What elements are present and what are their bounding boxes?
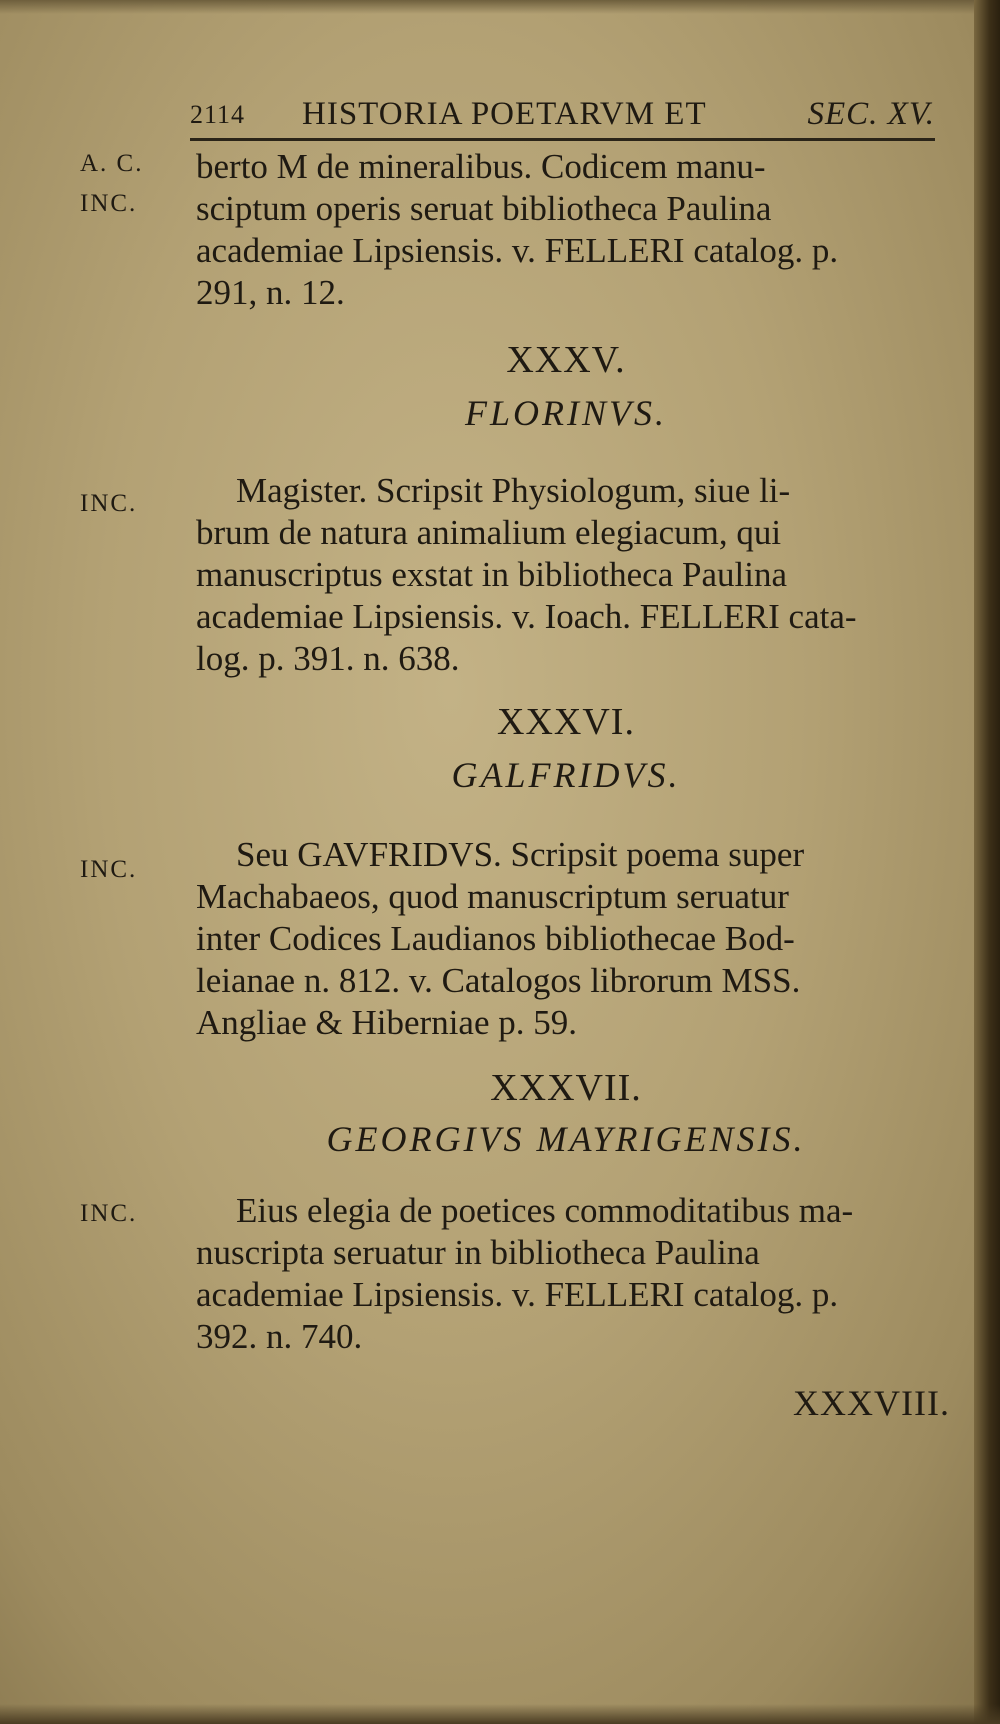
text-line: berto M de mineralibus. Codicem manu- [196, 147, 766, 186]
page-number: 2114 [190, 100, 246, 129]
margin-note-inc: INC. [80, 856, 138, 883]
text-line: log. p. 391. n. 638. [196, 639, 460, 678]
entry-text [196, 470, 936, 680]
text-line: Magister. Scripsit Physiologum, siue li- [236, 471, 791, 510]
page-binding-edge [974, 0, 1000, 1724]
entry-numeral: XXXV. [506, 339, 626, 381]
text-line: academiae Lipsiensis. v. FELLERI catalog. p. [196, 1275, 839, 1314]
margin-note-inc: INC. [80, 490, 138, 517]
page-bottom-shadow [0, 1704, 1000, 1724]
entry-numeral: XXXVII. [490, 1067, 642, 1109]
header-rule [190, 138, 935, 141]
margin-note-inc: INC. [80, 190, 138, 217]
entry-name: GEORGIVS MAYRIGENSIS. [326, 1119, 806, 1159]
entry-name: FLORINVS. [465, 393, 667, 433]
text-line: academiae Lipsiensis. v. FELLERI catalog. p. [196, 231, 839, 270]
page-top-shadow [0, 0, 1000, 14]
text-line: nuscripta seruatur in bibliotheca Paulina [196, 1233, 760, 1272]
entry-text [196, 834, 936, 1044]
entry-text [196, 1190, 936, 1358]
text-line: academiae Lipsiensis. v. Ioach. FELLERI cata- [196, 597, 857, 636]
text-line: 291, n. 12. [196, 273, 345, 312]
text-line: Eius elegia de poetices commoditatibus ma- [236, 1191, 854, 1230]
margin-note-ac: A. C. [80, 150, 144, 177]
text-line: sciptum operis seruat bibliotheca Paulina [196, 189, 772, 228]
running-title: HISTORIA POETARVM ET [302, 96, 707, 132]
text-line: Seu GAVFRIDVS. Scripsit poema super [236, 835, 805, 874]
running-header [190, 96, 935, 134]
entry-name: GALFRIDVS. [451, 755, 681, 795]
text-line: Angliae & Hiberniae p. 59. [196, 1003, 578, 1042]
section-label: SEC. XV. [807, 96, 935, 132]
text-line: inter Codices Laudianos bibliothecae Bod- [196, 919, 795, 958]
text-line: brum de natura animalium elegiacum, qui [196, 513, 782, 552]
catchword: XXXVIII. [793, 1383, 950, 1423]
entry-continuation [196, 146, 936, 314]
margin-note-inc: INC. [80, 1200, 138, 1227]
entry-numeral: XXXVI. [497, 701, 635, 743]
text-line: leianae n. 812. v. Catalogos librorum MSS. [196, 961, 801, 1000]
text-line: 392. n. 740. [196, 1317, 363, 1356]
text-line: Machabaeos, quod manuscriptum seruatur [196, 877, 789, 916]
text-line: manuscriptus exstat in bibliotheca Paulina [196, 555, 787, 594]
